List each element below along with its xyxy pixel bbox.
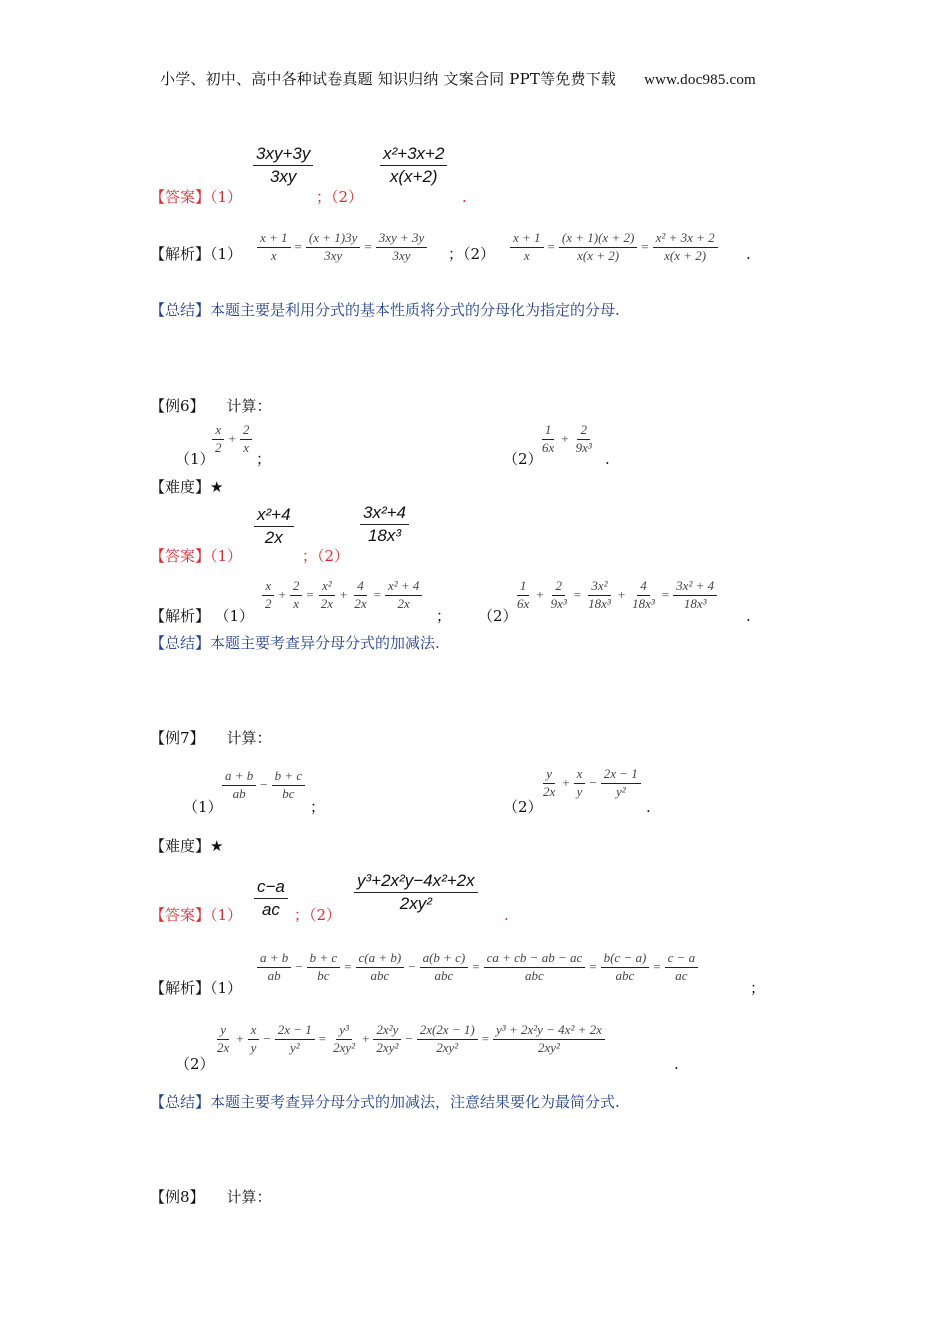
ex5-summary	[150, 300, 620, 320]
ex7-sol1-semi: ；	[750, 979, 766, 997]
analysis-p1: （1）	[210, 245, 243, 263]
page-header	[160, 68, 756, 89]
difficulty-label: 【难度】	[150, 478, 211, 496]
ex5-solution-sep: ；（2）	[448, 245, 496, 263]
ex5-ans1-den: 3xy	[269, 166, 297, 186]
answer-p2: （2）	[331, 188, 364, 206]
ex5-answer-1-fraction	[251, 144, 315, 186]
ex7-sol2-label: （2）	[175, 1055, 215, 1073]
ex6-ans2-num: 3x²+4	[360, 503, 409, 525]
ex6-answer-2-fraction	[358, 503, 411, 545]
ex6-sol-p2: （2）	[478, 607, 518, 625]
ex8-title-text: 【例8】	[150, 1188, 205, 1206]
ex7-answer-period: .	[504, 906, 509, 924]
ex7-answer-1-fraction	[252, 877, 290, 919]
ex6-summary-text: 本题主要考查异分母分式的加减法.	[210, 634, 440, 652]
answer-label: 【答案】	[150, 188, 211, 206]
ex6-question-1: $\frac{x}{2}$ + $\frac{2}{x}$	[210, 422, 254, 456]
ex6-q2-period: .	[605, 450, 610, 468]
ex7-ans1-den: ac	[261, 899, 280, 919]
ex7-answer-sep: ；（2）	[294, 906, 342, 924]
ex6-summary: 【总结】本题主要考查异分母分式的加减法.	[150, 634, 440, 652]
ex7-answer-line: 【答案】（1）	[150, 906, 243, 924]
ex6-q1-semi: ；	[256, 450, 272, 468]
ex6-q2-label: （2）	[503, 450, 543, 468]
ex7-sol2-period: .	[674, 1055, 679, 1073]
answer-p1: （1）	[210, 188, 243, 206]
star-icon: ★	[210, 478, 224, 496]
ex6-question-2: $\frac{1}{6x}$ + $\frac{2}{\text{9x³}}$	[542, 422, 592, 455]
semi: ；	[316, 188, 332, 206]
ex6-solution-2: $\frac{1}{6x}$ + $\frac{2}{\text{9x³}}$ = $\frac{\text{3x²}}{\text{18x³}}$ + $\frac{4}{\text{18x³}}$ = $\frac{\text{3x² + 4}}{\text{18x³}}$	[512, 578, 719, 612]
ex5-ans1-num: 3xy+3y	[253, 144, 313, 166]
ex5-answer-period: .	[462, 188, 467, 206]
ex6-solution-1: $\frac{x}{2}$ + $\frac{2}{x}$ = $\frac{\text{x²}}{2x}$ + $\frac{4}{2x}$ = $\frac{\text{x² + 4}}{2x}$	[260, 578, 424, 612]
ex6-analysis-label: 【解析】 （1）	[150, 607, 255, 625]
star-icon: ★	[210, 837, 224, 855]
ex5-analysis-label	[150, 244, 242, 264]
ex7-analysis-label: 【解析】（1）	[150, 979, 243, 997]
ex7-question-1: $\frac{a + b}{ab}$ − $\frac{b + c}{bc}$	[220, 768, 307, 802]
ex6-calc: 计算：	[226, 397, 272, 415]
ex6-sol-semi: ；	[436, 607, 452, 625]
ex6-title-text: 【例6】	[150, 397, 205, 415]
ex6-sol-period: .	[746, 607, 751, 625]
ex6-ans1-den: 2x	[264, 527, 283, 547]
ex5-answer-semi	[316, 187, 363, 207]
ex7-summary: 【总结】本题主要考查异分母分式的加减法，注意结果要化为最简分式.	[150, 1093, 620, 1111]
summary-label: 【总结】	[150, 301, 211, 319]
ex6-title	[150, 396, 272, 416]
ex5-summary-text: 本题主要是利用分式的基本性质将分式的分母化为指定的分母.	[210, 301, 620, 319]
ex6-answer-1-fraction	[252, 505, 296, 547]
ex7-ans2-den: 2xy²	[399, 893, 432, 913]
ex5-solution-period: .	[746, 245, 751, 263]
ex6-answer-line: 【答案】（1）	[150, 547, 243, 565]
ex6-ans2-den: 18x³	[367, 525, 402, 545]
ex6-difficulty	[150, 477, 223, 497]
ex7-q2-period: .	[646, 798, 651, 816]
ex7-solution-2: $\frac{y}{2x}$ + $\frac{x}{y}$ − $\frac{2x - 1}{\text{y²}}$ = $\frac{\text{y³}}{\text{2xy²}}$ + $\frac{\text{2x²y}}{\text{2xy²}}$ − $\frac{2x(2x - 1)}{\text{2xy²}}$ = $\frac{\text{y³ + 2x²y − 4x² + 2x}}{\text{2xy²}}$	[212, 1022, 607, 1056]
ex7-question-2: $\frac{y}{2x}$ + $\frac{x}{y}$ − $\frac{2x - 1}{\text{y²}}$	[538, 766, 643, 800]
ex7-title-text: 【例7】	[150, 729, 205, 747]
ex5-ans2-num: x²+3x+2	[380, 144, 447, 166]
ex5-solution-2: $\frac{x + 1}{x}$ = $\frac{(x + 1)(x + 2)}{x(x + 2)}$ = $\frac{\text{x² + 3x + 2}}{x(x + 2)}$	[508, 230, 720, 264]
header-text: 小学、初中、高中各种试卷真题 知识归纳 文案合同 PPT等免费下载	[160, 70, 617, 88]
ex6-q1-label: （1）	[175, 450, 215, 468]
ex7-q2-label: （2）	[503, 798, 543, 816]
ex6-answer-sep: ；（2）	[302, 547, 350, 565]
ex8-title: 【例8】 计算：	[150, 1188, 272, 1206]
ex5-solution-1: $\frac{x + 1}{x}$ = $\frac{(x + 1)3y}{3xy}$ = $\frac{3xy + 3y}{3xy}$	[255, 230, 429, 264]
ex7-ans1-num: c−a	[254, 877, 288, 899]
ex5-ans2-den: x(x+2)	[389, 166, 438, 186]
ex7-q1-label: （1）	[183, 798, 223, 816]
ex7-q1-semi: ；	[310, 798, 326, 816]
ex5-answer-2-fraction	[378, 144, 449, 186]
ex7-answer-2-fraction	[352, 871, 480, 913]
ex7-difficulty: 【难度】★	[150, 837, 224, 855]
ex5-answer-line	[150, 187, 242, 207]
ex6-ans1-num: x²+4	[254, 505, 294, 527]
ex7-ans2-num: y³+2x²y−4x²+2x	[354, 871, 478, 893]
ex7-summary-text: 本题主要考查异分母分式的加减法，注意结果要化为最简分式.	[210, 1093, 620, 1111]
analysis-label: 【解析】	[150, 245, 211, 263]
header-site: www.doc985.com	[644, 72, 756, 88]
ex7-solution-1: $\frac{a + b}{ab}$ − $\frac{b + c}{bc}$ = $\frac{c(a + b)}{\text{abc}}$ − $\frac{a(b + c)}{\text{abc}}$ = $\frac{ca + cb - ab - ac}{\text{abc}}$ = $\frac{b(c - a)}{\text{abc}}$ = $\frac{c - a}{ac}$	[255, 950, 700, 984]
ex7-title: 【例7】 计算：	[150, 729, 272, 747]
